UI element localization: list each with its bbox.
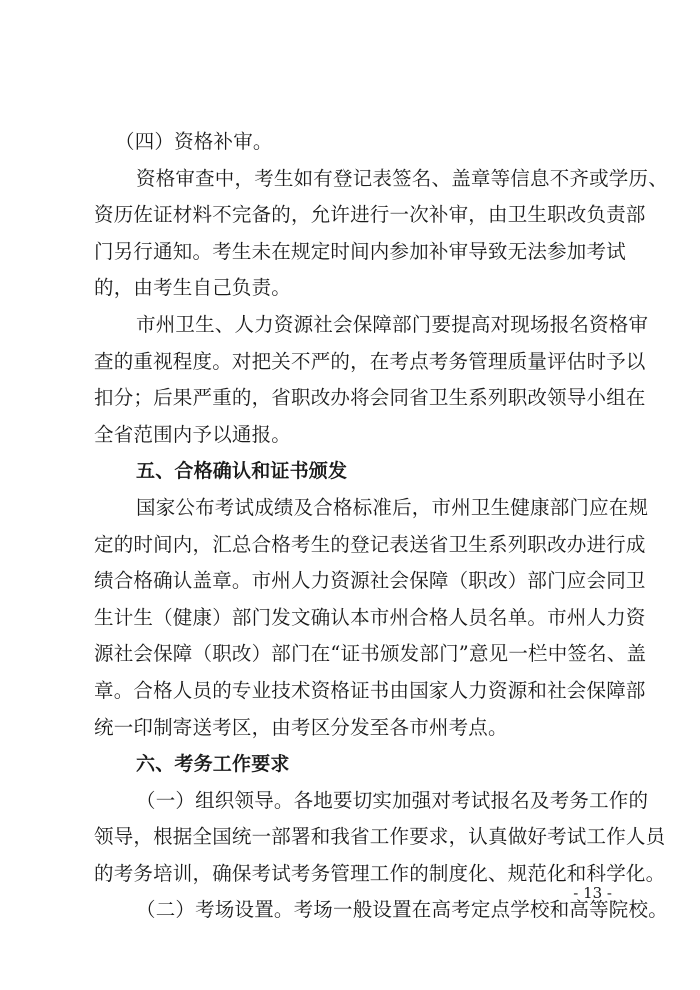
text-line: 绩合格确认盖章。市州人力资源社会保障（职改）部门应会同卫: [94, 569, 646, 593]
text-line: （四）资格补审。: [115, 130, 273, 153]
text-line: 的，由考生自己负责。: [94, 276, 292, 300]
text-line: 市州卫生、人力资源社会保障部门要提高对现场报名资格审: [136, 312, 649, 336]
section-heading: 五、合格确认和证书颁发: [136, 460, 348, 483]
text-line: 定的时间内，汇总合格考生的登记表送省卫生系列职改办进行成: [94, 532, 646, 556]
text-line: 全省范围内予以通报。: [94, 422, 292, 446]
text-line: 国家公布考试成绩及合格标准后，市州卫生健康部门应在规: [136, 495, 649, 519]
text-line: 资历佐证材料不完备的，允许进行一次补审，由卫生职改负责部: [94, 203, 646, 227]
text-line: 生计生（健康）部门发文确认本市州合格人员名单。市州人力资: [94, 605, 646, 629]
text-line: 查的重视程度。对把关不严的，在考点考务管理质量评估时予以: [94, 349, 646, 373]
text-line: 扣分；后果严重的，省职改办将会同省卫生系列职改领导小组在: [94, 386, 646, 410]
text-line: 源社会保障（职改）部门在“证书颁发部门”意见一栏中签名、盖: [94, 642, 647, 666]
section-heading: 六、考务工作要求: [136, 753, 290, 776]
text-line: 统一印制寄送考区，由考区分发至各市州考点。: [94, 715, 508, 739]
text-line: 的考务培训，确保考试考务管理工作的制度化、规范化和科学化。: [94, 861, 666, 885]
text-line: （二）考场设置。考场一般设置在高考定点学校和高等院校。: [136, 898, 668, 922]
text-line: 领导，根据全国统一部署和我省工作要求，认真做好考试工作人员: [94, 825, 666, 849]
document-body: [94, 124, 668, 929]
text-line: 门另行通知。考生未在规定时间内参加补审导致无法参加考试: [94, 239, 626, 263]
text-line: 章。合格人员的专业技术资格证书由国家人力资源和社会保障部: [94, 678, 646, 702]
page-number: - 13 -: [573, 884, 612, 902]
text-line: 资格审查中，考生如有登记表签名、盖章等信息不齐或学历、: [136, 166, 668, 190]
text-line: （一）组织领导。各地要切实加强对考试报名及考务工作的: [136, 788, 649, 812]
